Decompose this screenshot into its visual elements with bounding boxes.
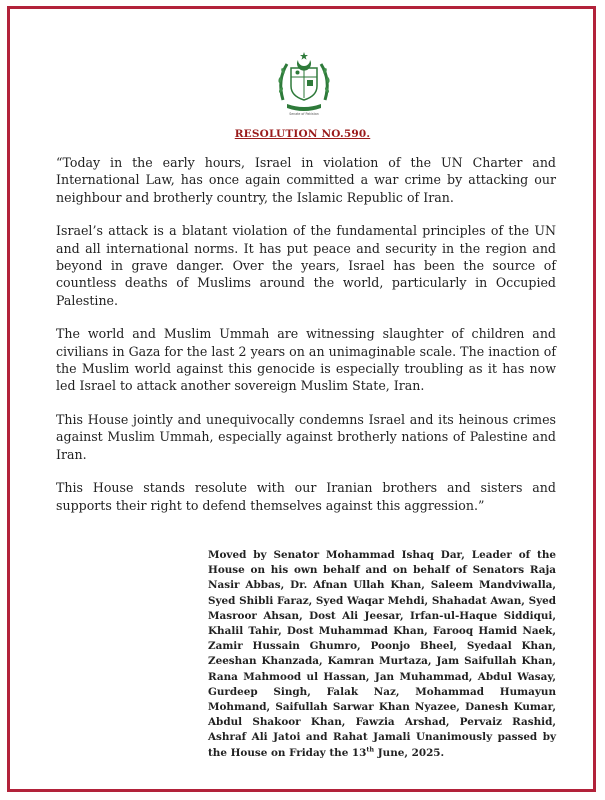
paragraph-2: Israel’s attack is a blatant violation of the fundamental principles of the UN and all international norms. It has put peace and security in the region and beyond in grave danger. Over the years, Israel has been the source of countless deaths of Muslims around the world, particularly in Occupied Palestine.: [56, 223, 556, 308]
moved-by-block: [208, 548, 556, 761]
resolution-body: [56, 154, 556, 530]
seal-caption: Senate of Pakistan: [289, 112, 319, 116]
paragraph-4: This House jointly and unequivocally condemns Israel and its heinous crimes against Muslim Ummah, especially against brotherly nations of Palestine and Iran.: [56, 411, 556, 462]
moved-by-text: Moved by Senator Mohammad Ishaq Dar, Leader of the House on his own behalf and on behalf of Senators Raja Nasir Abbas, Dr. Afnan Ullah Khan, Saleem Mandviwalla, Syed Shibli Faraz, Syed Waqar Mehdi, Shahadat Awan, Syed Masroor Ahsan, Dost Ali Jeesar, Irfan-ul-Haque Siddiqui, Khalil Tahir, Dost Muhammad Khan, Farooq Hamid Naek, Zamir Hussain Ghumro, Poonjo Bheel, Syedaal Khan, Zeeshan Khanzada, Kamran Murtaza, Jam Saifullah Khan, Rana Mahmood ul Hassan, Jan Muhammad, Abdul Wasay, Gurdeep Singh, Falak Naz, Mohammad Humayun Mohmand, Saifullah Sarwar Khan Nyazee, Danesh Kumar, Abdul Shakoor Khan, Fawzia Arshad, Pervaiz Rashid, Ashraf Ali Jatoi and Rahat Jamali Unanimously passed by the House on Friday the 13: [208, 549, 556, 759]
resolution-title: RESOLUTION NO.590.: [234, 128, 371, 140]
date-superscript: th: [366, 745, 375, 754]
senate-seal-icon: [273, 50, 335, 116]
moved-by-date-tail: June, 2025.: [374, 746, 445, 759]
paragraph-1: “Today in the early hours, Israel in violation of the UN Charter and International Law, has once again committed a war crime by attacking our neighbour and brotherly country, the Islamic Republic of Iran.: [56, 155, 556, 205]
paragraph-3: The world and Muslim Ummah are witnessing slaughter of children and civilians in Gaza for the last 2 years on an unimaginable scale. The inaction of the Muslim world against this genocide is especially troubling as it has now led Israel to attack another sovereign Muslim State, Iran.: [56, 326, 556, 394]
paragraph-5: This House stands resolute with our Iranian brothers and sisters and supports their right to defend themselves against this aggression.”: [56, 480, 556, 513]
